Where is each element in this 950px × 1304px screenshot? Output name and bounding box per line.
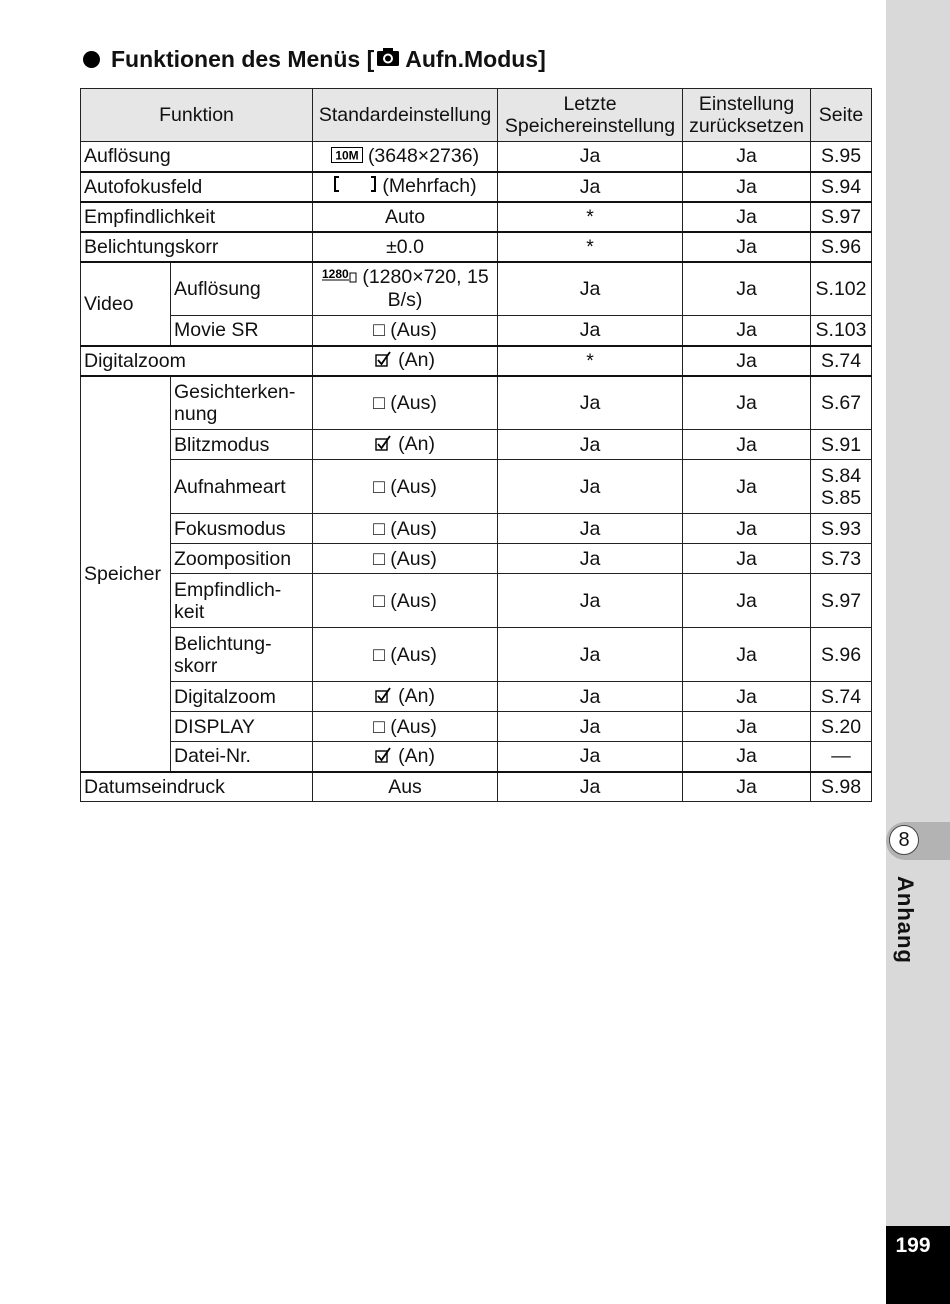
funktion-cell: Auflösung xyxy=(81,142,313,172)
letzte-cell: Ja xyxy=(498,772,683,802)
reset-cell: Ja xyxy=(683,460,811,514)
letzte-cell: Ja xyxy=(498,262,683,316)
letzte-cell: Ja xyxy=(498,316,683,346)
table-row xyxy=(81,262,872,316)
resolution-10m-icon xyxy=(331,146,363,168)
standard-value: ±0.0 xyxy=(386,235,424,258)
table-header-row xyxy=(81,89,872,142)
standard-value: □ (Aus) xyxy=(373,391,437,414)
standard-cell xyxy=(313,142,498,172)
letzte-cell: Ja xyxy=(498,172,683,202)
page-number: 199 xyxy=(895,1234,931,1257)
standard-value: □ (Aus) xyxy=(373,319,437,342)
standard-value: □ (Aus) xyxy=(373,589,437,612)
table-row xyxy=(81,460,872,514)
standard-cell xyxy=(313,346,498,376)
seite-cell: — xyxy=(811,742,872,772)
heading-prefix: Funktionen des Menüs [ xyxy=(111,46,375,72)
funktion-cell: Autofokusfeld xyxy=(81,172,313,202)
heading-suffix: Aufn.Modus] xyxy=(405,46,546,72)
camera-icon xyxy=(376,46,400,73)
letzte-cell: Ja xyxy=(498,376,683,430)
reset-cell: Ja xyxy=(683,202,811,232)
reset-cell: Ja xyxy=(683,142,811,172)
standard-cell xyxy=(313,772,498,802)
table-row xyxy=(81,628,872,682)
seite-cell: S.98 xyxy=(811,772,872,802)
funktion-cell: Belichtungskorr xyxy=(81,232,313,262)
reset-cell: Ja xyxy=(683,628,811,682)
funktion-cell: Belichtung-skorr xyxy=(171,628,313,682)
standard-cell xyxy=(313,682,498,712)
funktion-cell: Movie SR xyxy=(171,316,313,346)
standard-value: (An) xyxy=(398,349,435,372)
standard-value: (An) xyxy=(398,685,435,708)
letzte-cell: * xyxy=(498,232,683,262)
funktion-cell: DISPLAY xyxy=(171,712,313,742)
seite-cell: S.74 xyxy=(811,682,872,712)
standard-value: Aus xyxy=(388,775,422,798)
standard-cell xyxy=(313,202,498,232)
chapter-sidebar xyxy=(886,0,950,1304)
table-row xyxy=(81,142,872,172)
table-row xyxy=(81,712,872,742)
checkbox-checked-icon xyxy=(375,350,393,372)
seite-cell: S.67 xyxy=(811,376,872,430)
reset-cell: Ja xyxy=(683,172,811,202)
seite-cell: S.94 xyxy=(811,172,872,202)
standard-value: □ (Aus) xyxy=(373,547,437,570)
letzte-cell: Ja xyxy=(498,682,683,712)
seite-cell: S.103 xyxy=(811,316,872,346)
seite-cell: S.95 xyxy=(811,142,872,172)
checkbox-checked-icon xyxy=(375,746,393,768)
letzte-cell: Ja xyxy=(498,514,683,544)
standard-value: □ (Aus) xyxy=(373,517,437,540)
standard-cell xyxy=(313,544,498,574)
table-row xyxy=(81,544,872,574)
table-row xyxy=(81,430,872,460)
reset-cell: Ja xyxy=(683,514,811,544)
seite-cell: S.97 xyxy=(811,202,872,232)
standard-cell xyxy=(313,460,498,514)
letzte-cell: Ja xyxy=(498,460,683,514)
reset-cell: Ja xyxy=(683,346,811,376)
standard-cell xyxy=(313,232,498,262)
funktion-cell: Datumseindruck xyxy=(81,772,313,802)
reset-cell: Ja xyxy=(683,376,811,430)
funktion-cell: Blitzmodus xyxy=(171,430,313,460)
standard-value: Auto xyxy=(384,205,426,228)
menu-functions-table xyxy=(80,88,872,802)
funktion-cell: Fokusmodus xyxy=(171,514,313,544)
letzte-cell: Ja xyxy=(498,712,683,742)
header-funktion: Funktion xyxy=(81,89,313,142)
letzte-cell: Ja xyxy=(498,544,683,574)
seite-cell: S.20 xyxy=(811,712,872,742)
table-row xyxy=(81,376,872,430)
reset-cell: Ja xyxy=(683,772,811,802)
header-letzte: Letzte Speichereinstellung xyxy=(498,89,683,142)
group-label: Speicher xyxy=(81,376,171,772)
chapter-number: 8 xyxy=(889,825,919,855)
standard-value: (1280×720, 15 B/s) xyxy=(362,266,489,312)
funktion-cell: Empfindlich-keit xyxy=(171,574,313,628)
table-row xyxy=(81,232,872,262)
seite-cell: S.93 xyxy=(811,514,872,544)
funktion-cell: Auflösung xyxy=(171,262,313,316)
standard-value: (Mehrfach) xyxy=(382,174,477,197)
standard-cell xyxy=(313,172,498,202)
svg-text:10M: 10M xyxy=(335,148,359,163)
table-row xyxy=(81,202,872,232)
header-seite: Seite xyxy=(811,89,872,142)
funktion-cell: Datei-Nr. xyxy=(171,742,313,772)
standard-cell xyxy=(313,376,498,430)
funktion-cell: Digitalzoom xyxy=(171,682,313,712)
funktion-cell: Empfindlichkeit xyxy=(81,202,313,232)
funktion-cell: Digitalzoom xyxy=(81,346,313,376)
table-row xyxy=(81,316,872,346)
seite-cell: S.74 xyxy=(811,346,872,376)
table-row xyxy=(81,742,872,772)
reset-cell: Ja xyxy=(683,232,811,262)
seite-cell: S.84 S.85 xyxy=(811,460,872,514)
bullet-icon xyxy=(83,51,100,68)
table-row xyxy=(81,574,872,628)
standard-value: (An) xyxy=(398,744,435,767)
table-row xyxy=(81,172,872,202)
table-row xyxy=(81,346,872,376)
standard-cell xyxy=(313,262,498,316)
standard-cell xyxy=(313,574,498,628)
table-row xyxy=(81,514,872,544)
reset-cell: Ja xyxy=(683,742,811,772)
standard-value: □ (Aus) xyxy=(373,715,437,738)
standard-value: (3648×2736) xyxy=(367,144,480,167)
header-standard: Standardeinstellung xyxy=(313,89,498,142)
funktion-cell: Aufnahmeart xyxy=(171,460,313,514)
seite-cell: S.96 xyxy=(811,628,872,682)
header-reset: Einstellung zurücksetzen xyxy=(683,89,811,142)
section-heading xyxy=(83,46,546,73)
standard-cell xyxy=(313,430,498,460)
letzte-cell: Ja xyxy=(498,742,683,772)
standard-cell xyxy=(313,514,498,544)
funktion-cell: Zoomposition xyxy=(171,544,313,574)
reset-cell: Ja xyxy=(683,316,811,346)
svg-text:1280: 1280 xyxy=(322,267,350,282)
standard-cell xyxy=(313,712,498,742)
reset-cell: Ja xyxy=(683,712,811,742)
reset-cell: Ja xyxy=(683,262,811,316)
standard-value: □ (Aus) xyxy=(373,475,437,498)
letzte-cell: Ja xyxy=(498,142,683,172)
checkbox-checked-icon xyxy=(375,686,393,708)
letzte-cell: Ja xyxy=(498,430,683,460)
reset-cell: Ja xyxy=(683,430,811,460)
seite-cell: S.91 xyxy=(811,430,872,460)
letzte-cell: Ja xyxy=(498,628,683,682)
seite-cell: S.73 xyxy=(811,544,872,574)
chapter-label: Anhang xyxy=(893,876,918,964)
letzte-cell: * xyxy=(498,202,683,232)
seite-cell: S.97 xyxy=(811,574,872,628)
standard-cell xyxy=(313,316,498,346)
funktion-cell: Gesichterken-nung xyxy=(171,376,313,430)
letzte-cell: * xyxy=(498,346,683,376)
group-label: Video xyxy=(81,262,171,346)
checkbox-checked-icon xyxy=(375,434,393,456)
table-row xyxy=(81,772,872,802)
standard-cell xyxy=(313,628,498,682)
standard-value: □ (Aus) xyxy=(373,643,437,666)
reset-cell: Ja xyxy=(683,682,811,712)
standard-value: (An) xyxy=(398,433,435,456)
standard-cell xyxy=(313,742,498,772)
movie-1280-icon xyxy=(321,266,357,289)
seite-cell: S.96 xyxy=(811,232,872,262)
reset-cell: Ja xyxy=(683,544,811,574)
letzte-cell: Ja xyxy=(498,574,683,628)
table-row xyxy=(81,682,872,712)
reset-cell: Ja xyxy=(683,574,811,628)
seite-cell: S.102 xyxy=(811,262,872,316)
af-frame-icon xyxy=(333,175,377,198)
